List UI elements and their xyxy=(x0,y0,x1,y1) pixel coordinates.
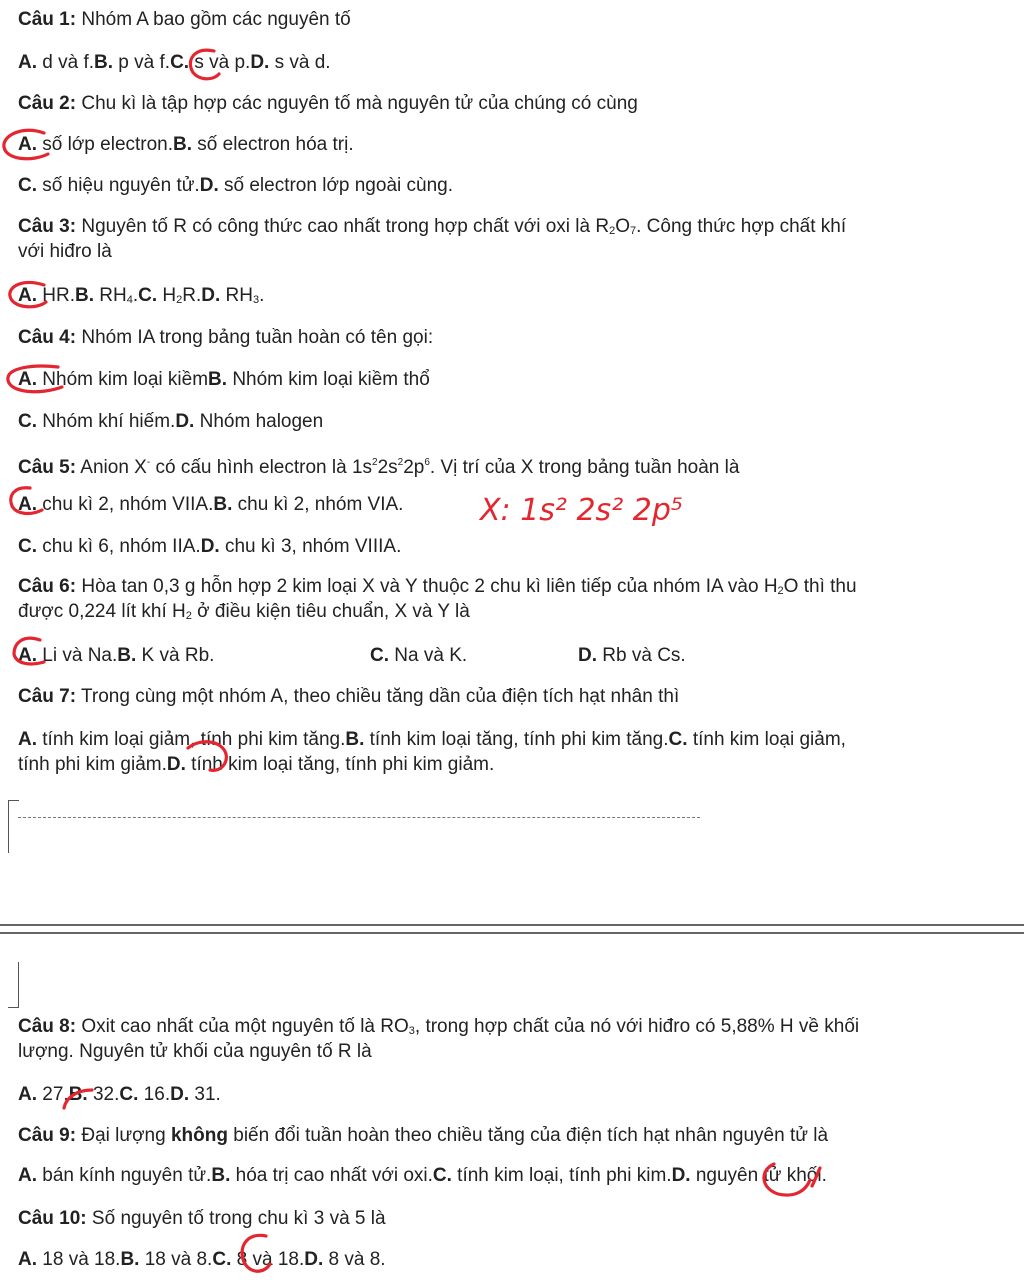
question-4-options-2: C. Nhóm khí hiếm.D. Nhóm halogen xyxy=(18,411,324,432)
question-4: Câu 4: Nhóm IA trong bảng tuần hoàn có tên gọi: xyxy=(18,327,434,348)
handwritten-note: X: 1s² 2s² 2p⁵ xyxy=(480,493,683,528)
question-10-options: A. 18 và 18.B. 18 và 8.C. 8 và 18.D. 8 và 8. xyxy=(18,1249,386,1270)
question-7-options-2: tính phi kim giảm.D. tính kim loại tăng, tính phi kim giảm. xyxy=(18,754,495,775)
question-6-line-2: được 0,224 lít khí H2 ở điều kiện tiêu chuẩn, X và Y là xyxy=(18,601,470,622)
q6-option-a: A. Li và Na.B. K và Rb. xyxy=(18,645,215,666)
crop-corner-bottom xyxy=(8,962,19,1008)
dashed-divider xyxy=(18,817,700,818)
question-8-line-2: lượng. Nguyên tử khối của nguyên tố R là xyxy=(18,1041,372,1062)
question-6: Câu 6: Hòa tan 0,3 g hỗn hợp 2 kim loại X và Y thuộc 2 chu kì liên tiếp của nhóm IA vào H2O thì thu xyxy=(18,576,857,597)
question-1-options: A. d và f.B. p và f.C. s và p.D. s và d. xyxy=(18,52,331,73)
question-9-options: A. bán kính nguyên tử.B. hóa trị cao nhất với oxi.C. tính kim loại, tính phi kim.D. nguyên tử khối. xyxy=(18,1165,827,1186)
question-3-options: A. HR.B. RH4.C. H2R.D. RH3. xyxy=(18,285,265,306)
question-5: Câu 5: Anion X- có cấu hình electron là $1s^22s^22p^6$. Vị trí của X trong bảng tuần hoàn là xyxy=(18,457,740,478)
question-5-options-2: C. chu kì 6, nhóm IIA.D. chu kì 3, nhóm VIIIA. xyxy=(18,536,402,557)
question-8: Câu 8: Oxit cao nhất của một nguyên tố là RO3, trong hợp chất của nó với hiđro có 5,88% H về khối xyxy=(18,1016,860,1037)
q6-option-c: C. Na và K. xyxy=(370,645,468,666)
question-5-options-1: A. chu kì 2, nhóm VIIA.B. chu kì 2, nhóm VIA. xyxy=(18,494,404,515)
question-2-options-2: C. số hiệu nguyên tử.D. số electron lớp ngoài cùng. xyxy=(18,175,453,196)
page-break-divider xyxy=(0,924,1024,934)
question-2-options-1: A. số lớp electron.B. số electron hóa trị. xyxy=(18,134,354,155)
question-3: Câu 3: Nguyên tố R có công thức cao nhất trong hợp chất với oxi là R2O7. Công thức hợp chất khí xyxy=(18,216,847,237)
crop-corner-top xyxy=(8,800,19,853)
question-3-line-2: với hiđro là xyxy=(18,241,112,262)
question-2: Câu 2: Chu kì là tập hợp các nguyên tố mà nguyên tử của chúng có cùng xyxy=(18,93,638,114)
question-9: Câu 9: Đại lượng không biến đổi tuần hoàn theo chiều tăng của điện tích hạt nhân nguyên tử là xyxy=(18,1125,829,1146)
q6-option-d: D. Rb và Cs. xyxy=(578,645,686,666)
question-10: Câu 10: Số nguyên tố trong chu kì 3 và 5 là xyxy=(18,1208,386,1229)
question-8-options: A. 27.B. 32.C. 16.D. 31. xyxy=(18,1084,221,1105)
question-4-options-1: A. Nhóm kim loại kiềmB. Nhóm kim loại kiềm thổ xyxy=(18,369,430,390)
question-1: Câu 1: Nhóm A bao gồm các nguyên tố xyxy=(18,9,351,30)
question-7-options-1: A. tính kim loại giảm, tính phi kim tăng.B. tính kim loại tăng, tính phi kim tăng.C. tính kim loại giảm, xyxy=(18,729,846,750)
question-7: Câu 7: Trong cùng một nhóm A, theo chiều tăng dần của điện tích hạt nhân thì xyxy=(18,686,680,707)
